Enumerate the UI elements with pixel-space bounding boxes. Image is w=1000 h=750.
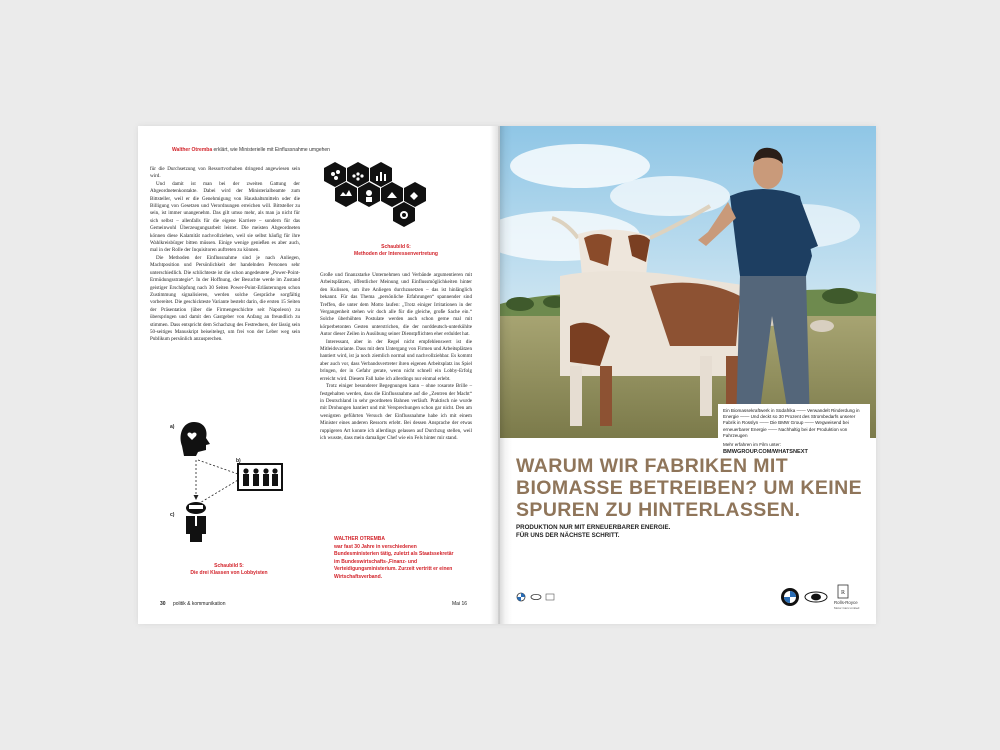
author-bio	[334, 536, 454, 582]
campaign-url[interactable]: BMWGROUP.COM/WHATSNEXT	[723, 449, 808, 456]
paragraph: Interessant, aber in der Regel nicht empfehlenswert ist die Mitleidsvariante. Dass mit dem Untergang von Firmen und Arbeitsplätzen hantiert wird, ist ja noch ziemlich normal und nachvollziehbar. Es kommt aber auch vor, dass Verbandsvertreter ihren eigenen Arbeitsplatz ins Spiel bringen, der in Gefahr gerate, wenn nicht schnell ein Lobby-Erfolg erreicht wird. Diesem Fall habe ich allerdings nur einmal erlebt.	[320, 338, 472, 382]
issue-date: Mai 16	[452, 601, 468, 607]
caption-text: Methoden der Interessenvertretung	[354, 251, 438, 257]
bmw-logo-icon	[781, 588, 799, 606]
running-head	[172, 147, 330, 153]
author-name: WALTHER OTREMBA	[334, 536, 386, 542]
lobbyist-diagram	[168, 416, 298, 551]
paragraph: Große und finanzstarke Unternehmen und Verbände argumentieren mit Arbeitsplätzen, öffentlicher Meinung und Einflussmöglichkeiten hinter den Kulissen, um ihre Anliegen durchzusetzen – das ist hinlänglich bekannt. Für das Thema „persönliche Erfahrungen“ spannender sind Treffen, die unter dem Motto laufen: „Trotz einiger Irritationen in der Vergangenheit stehen wir doch alle für die gleiche, große Sache ein.“ Solche überhöhten Postulate werden auch schon gerne mal mit körperbetonten Gesten unterstrichen, die der norddeutsch-unterkühlte Autor dieser Zeilen in Ausübung seiner Dienstpflichten eher erduldet hat.	[320, 272, 472, 338]
folio-left	[160, 601, 225, 607]
ad-headline: WARUM WIR FABRIKEN MIT BIOMASSE BETREIBEN? UM KEINE SPUREN ZU HINTERLASSEN.	[516, 455, 862, 521]
running-head-text: erklärt, wie Ministerielle mit Einflussnahme umgehen	[213, 147, 330, 153]
article-column-1	[150, 166, 300, 344]
right-page-advert	[500, 126, 876, 624]
methods-hexagon-diagram	[320, 160, 450, 240]
group-people-icon	[238, 464, 282, 490]
small-brand-logos	[517, 593, 554, 601]
brand-logos	[516, 582, 866, 612]
svg-text:R: R	[841, 590, 846, 596]
diagram-label-a: a)	[170, 424, 175, 430]
infobox-cta: Mehr erfahren im Film unter:	[723, 442, 781, 448]
article-column-2	[320, 272, 472, 442]
magazine-name: politik & kommunikation	[172, 601, 226, 607]
infobox-text: Ein Biomassekraftwerk in Südafrika —— Verwandelt Rinderdung in Energie —— Und deckt so 30 Prozent des Strombedarfs unserer Fabrik in Rosslyn —— Die BMW Group —— Wegweisend bei erneuerbarer Energie —— Nachhaltig bei der Produktion von Fahrzeugen	[723, 408, 860, 438]
caption-title: Schaubild 6:	[381, 244, 411, 250]
subline-2: FÜR UNS DER NÄCHSTE SCHRITT.	[516, 532, 620, 539]
head-heart-icon	[181, 422, 211, 456]
paragraph: Die Methoden der Einflussnahme sind je nach Anliegen, Machtposition und Persönlichkeit der handelnden Personen sehr unterschiedlich. Die schlichteste ist die schon angedeutete „Power-Point-Ermüdungsstrategie“. In der Hoffnung, der Besuchte werde im Zustand geistiger Erschöpfung nach 30 Seiten Power-Point-Erläuterungen schon Zustimmung signalisieren, werden solche Gespräche sorgfältig vorbereitet. Die geschickteste Variante besteht darin, die ersten 15 Seiten der Präsentation (über die Firmengeschichte seit Napoleon) zu überspringen und damit den Gastgeber von Anfang an freundlich zu stimmen. Dass entspricht dem Schachzug des Festredners, der lässig sein 50-seitiges Manuskript beiseitelegt, um frei von der Leber weg sein Publikum persönlich anzusprechen.	[150, 254, 300, 343]
page-gutter	[490, 126, 512, 624]
rolls-royce-logo	[834, 585, 860, 610]
page-number: 30	[160, 601, 166, 607]
caption-schaubild-6	[334, 244, 458, 258]
left-page	[138, 126, 498, 624]
ad-subline	[516, 524, 670, 540]
rolls-royce-subtext: Motor Cars Limited	[834, 606, 860, 610]
author-description: war fast 30 Jahre in verschiedenen Bundesministerien tätig, zuletzt als Staatssekretär im Bundeswirtschafts-,Finanz- und Verteidigungsministerium. Zurzeit vertritt er einen Wirtschaftsverband.	[334, 543, 454, 580]
subline-1: PRODUKTION NUR MIT ERNEUERBARER ENERGIE.	[516, 524, 671, 531]
caption-schaubild-5	[164, 563, 294, 577]
diagram-label-b: b)	[236, 458, 241, 464]
caption-text: Die drei Klassen von Lobbyisten	[190, 570, 268, 576]
mini-logo-icon	[805, 592, 827, 602]
cow-photo	[500, 126, 876, 438]
speaker-person-icon	[186, 502, 206, 542]
caption-title: Schaubild 5:	[214, 563, 244, 569]
magazine-spread	[138, 126, 876, 624]
diagram-label-c: c)	[170, 512, 175, 518]
paragraph: für die Durchsetzung von Ressortvorhaben dringend angewiesen sein wird.	[150, 166, 300, 180]
rolls-royce-text: Rolls-Royce	[834, 600, 858, 605]
running-head-name: Walther Otremba	[172, 147, 213, 153]
paragraph: Trotz einiger besonderer Begegnungen kann – ohne rosarote Brille – festgehalten werden, dass die Einflussnahme auf die „Zentren der Macht“ in Deutschland in sehr geordneten Bahnen verläuft. Praktisch nie wurde mit Drohungen hantiert und mit Versprechungen schon gar nicht. Den am wenigsten geführten Versuch der Einflussnahme habe ich mit einem Minister eines anderen Ressorts erlebt. Bei dessen Ansprache der etwas ruppigeren Art konnte ich allerdings gelassen auf Durchzug stellen, weil ich wusste, dass mein damaliger Chef wie ein Fels hinter mir stand.	[320, 383, 472, 441]
paragraph: Und damit ist man bei der zweiten Gattung der Abgeordnetenkontakte. Dabei wird der Ministerialbeamte zum Bittsteller, weil er die Genehmigung von Haushaltsmitteln oder die Billigung von Gesetzen und Verordnungen erreichen will. Bittsteller zu sein, ist immer unangenehm. Das gilt umso mehr, als man ja nicht für sich selbst – allenfalls für die eigene Karriere – sondern für das Gemeinwohl Überzeugungsarbeit leistet. Die meisten Abgeordneten können diese Kalamität nachvollziehen, weil sie selbst häufig für ihre Wahlkreisbürger bitten müssen. Einige wenige genießen es aber auch, mal in der Rolle der Inquisitoren auftreten zu können.	[150, 180, 300, 254]
